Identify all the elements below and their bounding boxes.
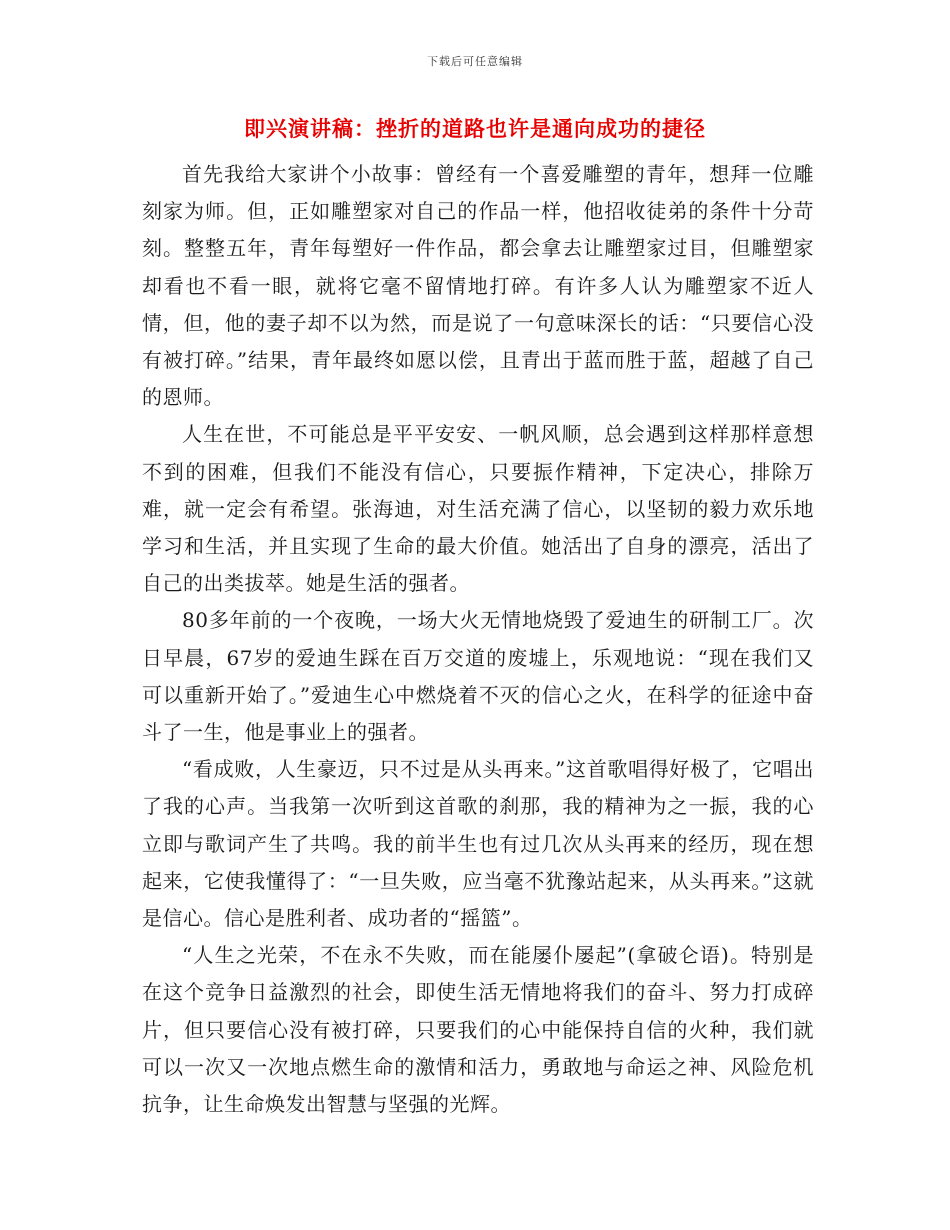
document-title: 即兴演讲稿：挫折的道路也许是通向成功的捷径 — [244, 116, 706, 141]
paragraph-5: “人生之光荣，不在永不失败，而在能屡仆屡起”(拿破仑语)。特别是在这个竞争日益激烈的社会，即使生活无情地将我们的奋斗、努力打成碎片，但只要信心没有被打碎，只要我们的心中能保持自信的火种，我们就可以一次又一次地点燃生命的激情和活力，勇敢地与命运之神、风险危机抗争，让生命焕发出智慧与坚强的光辉。 — [142, 943, 814, 1117]
paragraph-3: 80多年前的一个夜晚，一场大火无情地烧毁了爱迪生的研制工厂。次日早晨，67岁的爱迪生踩在百万交道的废墟上，乐观地说：“现在我们又可以重新开始了。”爱迪生心中燃烧着不灭的信心之火，在科学的征途中奋斗了一生，他是事业上的强者。 — [142, 608, 814, 745]
paragraph-4: “看成败，人生豪迈，只不过是从头再来。”这首歌唱得好极了，它唱出了我的心声。当我第一次听到这首歌的刹那，我的精神为之一振，我的心立即与歌词产生了共鸣。我的前半生也有过几次从头再来的经历，现在想起来，它使我懂得了：“一旦失败，应当毫不犹豫站起来，从头再来。”这就是信心。信心是胜利者、成功者的“摇篮”。 — [142, 757, 814, 931]
document-body — [142, 156, 814, 1123]
header-note: 下载后可任意编辑 — [427, 55, 523, 68]
paragraph-2: 人生在世，不可能总是平平安安、一帆风顺，总会遇到这样那样意想不到的困难，但我们不能没有信心，只要振作精神，下定决心，排除万难，就一定会有希望。张海迪，对生活充满了信心，以坚韧的毅力欢乐地学习和生活，并且实现了生命的最大价值。她活出了自身的漂亮，活出了自己的出类拔萃。她是生活的强者。 — [142, 422, 814, 596]
paragraph-1: 首先我给大家讲个小故事：曾经有一个喜爱雕塑的青年，想拜一位雕刻家为师。但，正如雕塑家对自己的作品一样，他招收徒弟的条件十分苛刻。整整五年，青年每塑好一件作品，都会拿去让雕塑家过目，但雕塑家却看也不看一眼，就将它毫不留情地打碎。有许多人认为雕塑家不近人情，但，他的妻子却不以为然，而是说了一句意味深长的话：“只要信心没有被打碎。”结果，青年最终如愿以偿，且青出于蓝而胜于蓝，超越了自己的恩师。 — [142, 162, 814, 410]
